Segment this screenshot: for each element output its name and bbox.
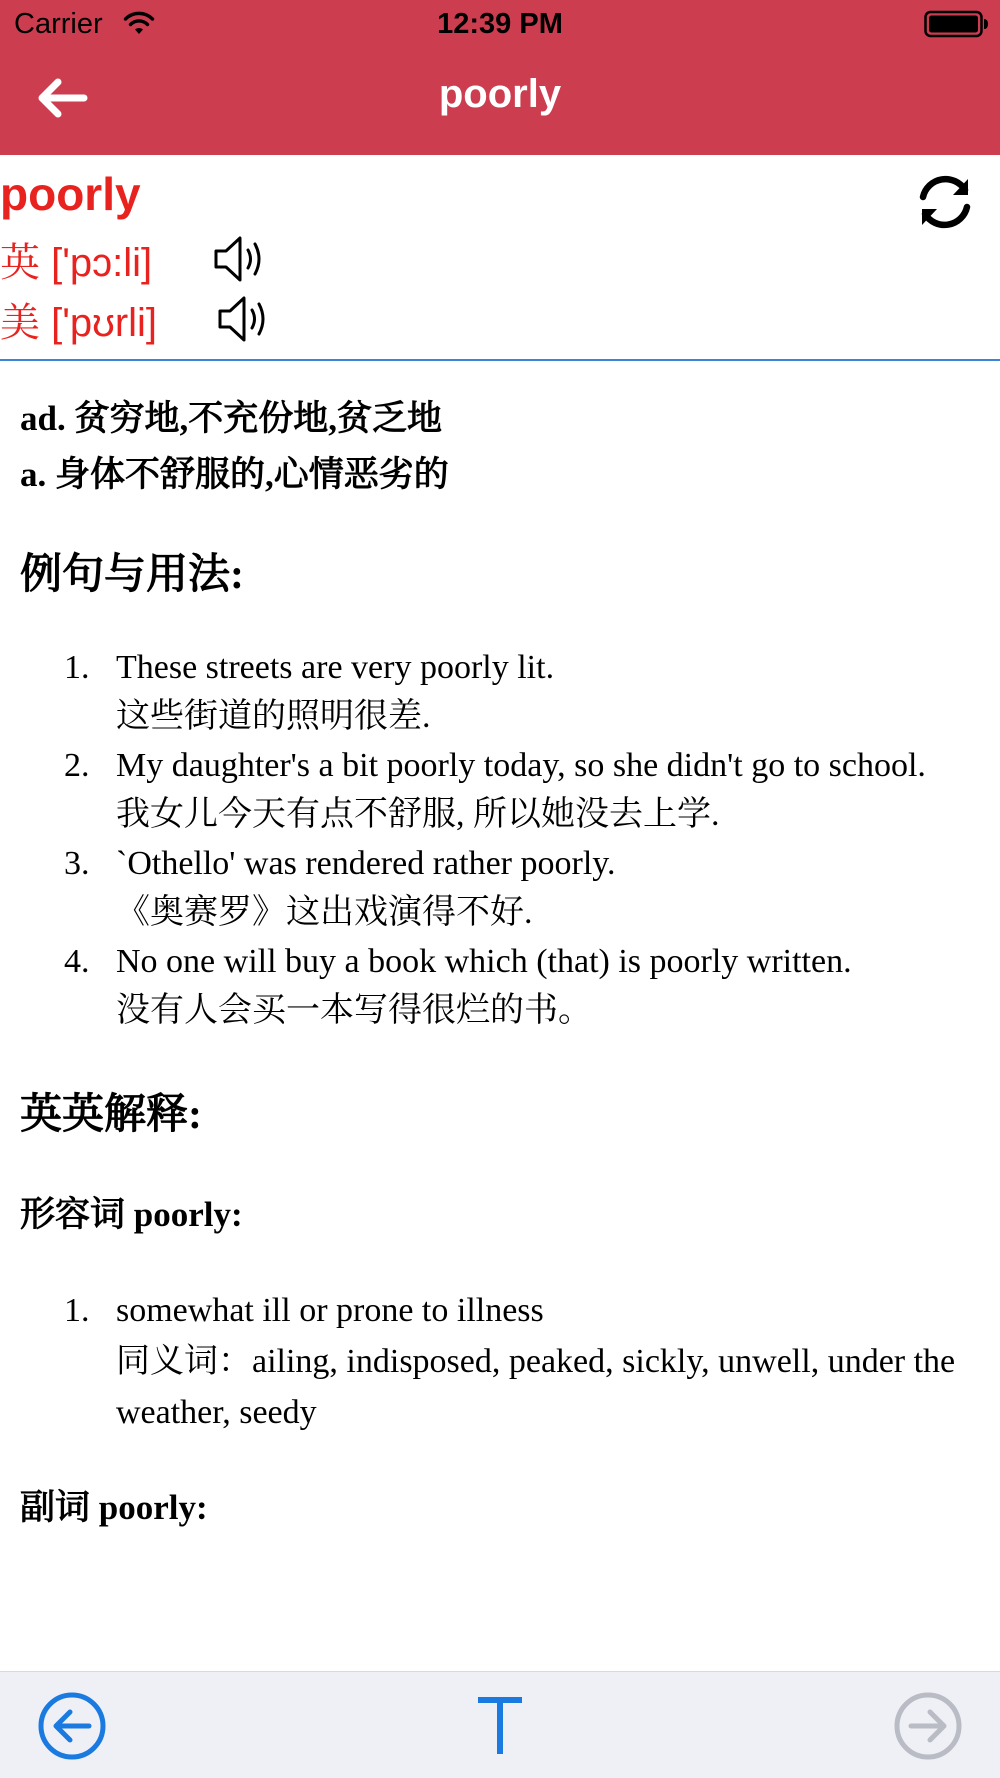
word-header [0, 155, 1000, 361]
header [0, 0, 1000, 155]
previous-word-button[interactable] [36, 1690, 108, 1762]
speaker-icon [212, 233, 270, 285]
adjective-heading: 形容词 poorly: [20, 1195, 243, 1234]
list-number: 3. [64, 845, 90, 882]
list-item [20, 741, 1000, 839]
example-chinese: 我女儿今天有点不舒服, 所以她没去上学. [116, 796, 720, 833]
font-size-button[interactable] [464, 1690, 536, 1762]
example-chinese: 没有人会买一本写得很烂的书。 [116, 992, 592, 1029]
definition-content[interactable] [0, 363, 1000, 1671]
list-number: 1. [64, 649, 90, 686]
refresh-button[interactable] [910, 167, 980, 237]
bottom-toolbar [0, 1671, 1000, 1778]
pronunciation-uk [0, 231, 152, 287]
list-number: 2. [64, 747, 90, 784]
definition-line: a. 身体不舒服的,心情恶劣的 [20, 455, 449, 494]
battery-icon [924, 10, 990, 38]
nav-title: poorly [438, 72, 562, 116]
headword: poorly [0, 168, 141, 220]
status-time: 12:39 PM [437, 8, 563, 40]
circle-arrow-left-icon [36, 1690, 108, 1762]
text-size-icon [464, 1690, 536, 1762]
pronunciation-uk-text: 英 ['pɔ:li] [0, 240, 153, 285]
arrow-left-icon [34, 78, 88, 118]
example-chinese: 《奥赛罗》这出戏演得不好. [116, 894, 533, 931]
list-item [20, 643, 1000, 741]
adverb-heading: 副词 poorly: [20, 1488, 208, 1527]
list-number: 4. [64, 943, 90, 980]
sense-synonyms: 同义词：ailing, indisposed, peaked, sickly, unwell, under the weather, seedy [116, 1343, 956, 1431]
adjective-senses-list [20, 1285, 1000, 1438]
nav-bar [0, 50, 1000, 155]
examples-heading: 例句与用法: [20, 552, 244, 598]
english-definitions-heading: 英英解释: [20, 1092, 202, 1138]
circle-arrow-right-icon [892, 1690, 964, 1762]
speaker-button-uk[interactable] [212, 233, 270, 285]
example-english: No one will buy a book which (that) is poorly written. [116, 943, 852, 980]
refresh-icon [910, 167, 980, 237]
pronunciation-us-text: 美 ['pʊrli] [0, 300, 158, 345]
example-english: My daughter's a bit poorly today, so she didn't go to school. [116, 747, 926, 784]
list-item [20, 1285, 1000, 1438]
carrier-label: Carrier [14, 8, 103, 40]
list-item [20, 839, 1000, 937]
list-item [20, 937, 1000, 1035]
basic-definitions [20, 391, 1000, 503]
next-word-button[interactable] [892, 1690, 964, 1762]
definition-line: ad. 贫穷地,不充份地,贫乏地 [20, 399, 442, 438]
status-bar [0, 0, 1000, 50]
speaker-button-us[interactable] [216, 293, 274, 345]
pronunciation-us [0, 291, 157, 347]
speaker-icon [216, 293, 274, 345]
examples-list [20, 643, 1000, 1035]
example-chinese: 这些街道的照明很差. [116, 698, 431, 735]
example-english: These streets are very poorly lit. [116, 649, 555, 686]
list-number: 1. [64, 1292, 90, 1329]
sense-gloss: somewhat ill or prone to illness [116, 1292, 544, 1329]
example-english: `Othello' was rendered rather poorly. [116, 845, 616, 882]
back-button[interactable] [26, 68, 96, 128]
